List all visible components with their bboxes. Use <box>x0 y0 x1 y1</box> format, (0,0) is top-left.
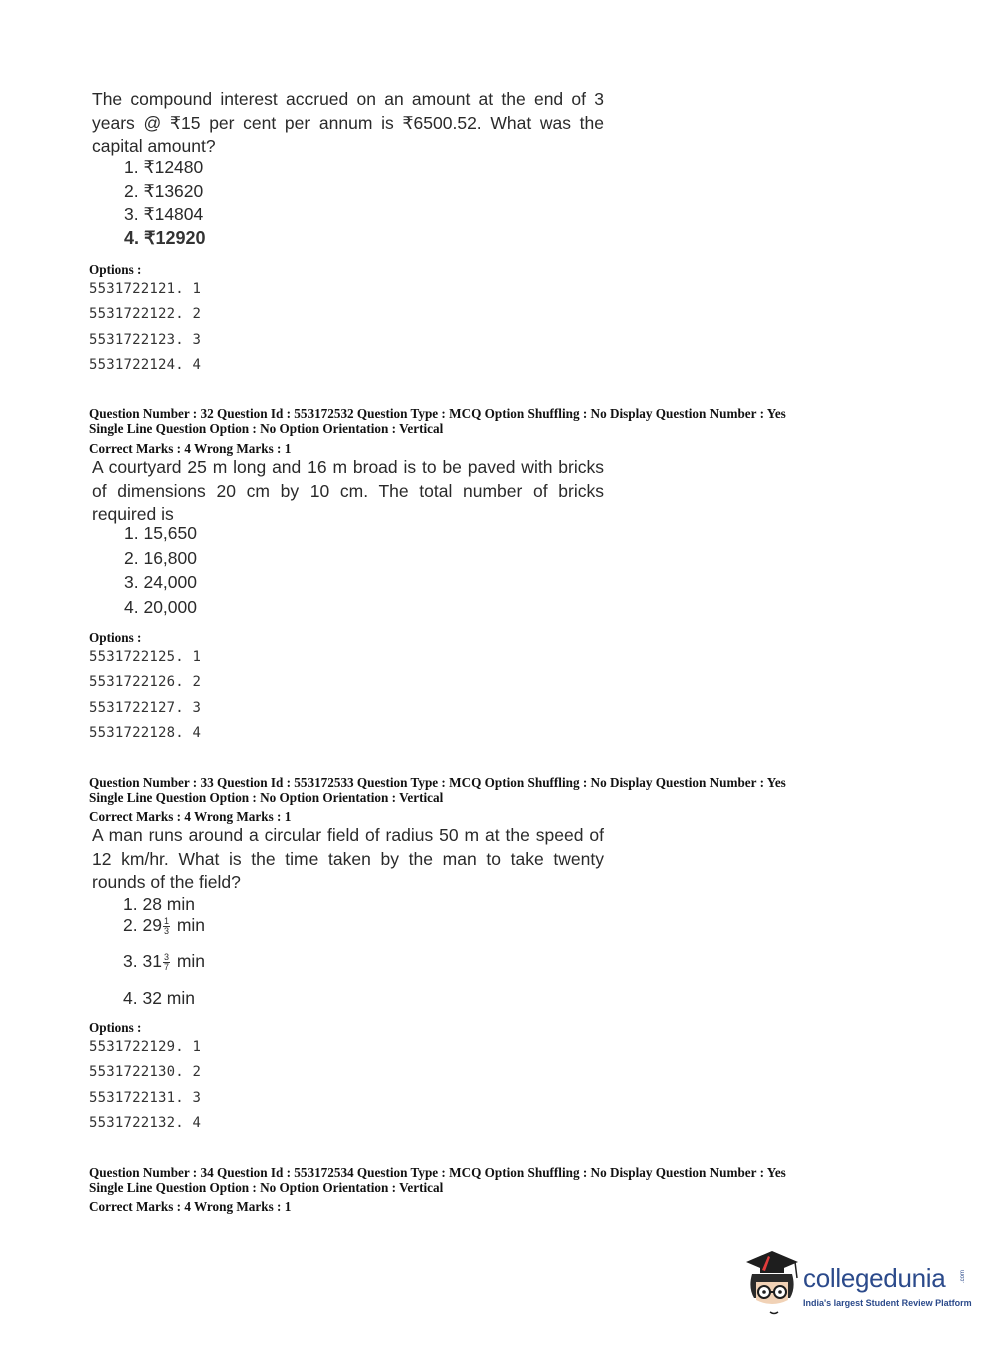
option-id: 5531722126. 2 <box>89 674 202 691</box>
choice-3-unit: min <box>171 951 206 971</box>
question-34-marks: Correct Marks : 4 Wrong Marks : 1 <box>89 1199 292 1214</box>
choice-3 <box>123 951 205 972</box>
question-33-text: A man runs around a circular field of radius 50 m at the speed of 12 km/hr. What is the time taken by the man to take twenty rounds of the field? <box>92 825 604 892</box>
choice-2-whole: 2. 29 <box>123 915 162 935</box>
option-id: 5531722130. 2 <box>89 1064 202 1081</box>
choice-1: 1. 28 min <box>123 894 195 914</box>
question-33-header-line2: Single Line Question Option : No Option Orientation : Vertical <box>89 790 444 805</box>
choice-2 <box>123 915 205 936</box>
question-32-header-line2: Single Line Question Option : No Option Orientation : Vertical <box>89 421 444 436</box>
choice-4: 4. ₹12920 <box>124 227 206 248</box>
choice-2: 2. 16,800 <box>124 547 197 568</box>
option-id-list <box>89 645 201 746</box>
question-32-header-line1: Question Number : 32 Question Id : 553172532 Question Type : MCQ Option Shuffling : No Display Question Number : Yes <box>89 406 786 421</box>
option-id: 5531722128. 4 <box>89 724 202 741</box>
choice-2-unit: min <box>171 915 206 935</box>
option-id-list <box>89 1035 201 1136</box>
option-id: 5531722122. 2 <box>89 306 202 323</box>
fraction-numerator: 3 <box>163 951 169 962</box>
option-id: 5531722125. 1 <box>89 649 202 665</box>
option-id: 5531722129. 1 <box>89 1039 202 1055</box>
question-33-header-line1: Question Number : 33 Question Id : 553172533 Question Type : MCQ Option Shuffling : No Display Question Number : Yes <box>89 775 786 790</box>
choice-2: 2. ₹13620 <box>124 180 204 201</box>
option-id-list <box>89 277 201 378</box>
option-id: 5531722124. 4 <box>89 356 202 373</box>
question-34-header-line1: Question Number : 34 Question Id : 553172534 Question Type : MCQ Option Shuffling : No Display Question Number : Yes <box>89 1165 786 1180</box>
options-label: Options : <box>89 630 142 645</box>
question-31-choices <box>124 156 206 250</box>
choice-3: 3. 24,000 <box>124 572 197 592</box>
question-32-marks: Correct Marks : 4 Wrong Marks : 1 <box>89 441 292 456</box>
option-id: 5531722123. 3 <box>89 331 202 348</box>
choice-3: 3. ₹14804 <box>124 204 204 224</box>
fraction-denominator: 7 <box>163 961 169 972</box>
question-32-text: A courtyard 25 m long and 16 m broad is to be paved with bricks of dimensions 20 cm by 10 cm. The total number of bricks required is <box>92 457 604 524</box>
choice-1: 1. 15,650 <box>124 523 197 543</box>
fraction-denominator: 3 <box>163 925 169 936</box>
options-label: Options : <box>89 262 142 277</box>
logo-com: .com <box>960 1270 966 1284</box>
choice-1: 1. ₹12480 <box>124 157 204 177</box>
mascot-icon <box>740 1248 802 1316</box>
fraction-numerator: 1 <box>163 915 169 926</box>
choice-4: 4. 32 min <box>123 988 195 1008</box>
question-31-text: The compound interest accrued on an amount at the end of 3 years @ ₹15 per cent per annum is ₹6500.52. What was the capital amount? <box>92 89 604 156</box>
logo-tagline: India's largest Student Review Platform <box>803 1298 972 1308</box>
options-label: Options : <box>89 1020 142 1035</box>
question-33-marks: Correct Marks : 4 Wrong Marks : 1 <box>89 809 292 824</box>
choice-4: 4. 20,000 <box>124 596 197 617</box>
option-id: 5531722127. 3 <box>89 699 202 716</box>
option-id: 5531722121. 1 <box>89 281 202 297</box>
option-id: 5531722132. 4 <box>89 1114 202 1131</box>
logo-wordmark: collegedunia <box>803 1263 946 1293</box>
fraction <box>163 953 170 972</box>
option-id: 5531722131. 3 <box>89 1089 202 1106</box>
question-34-header-line2: Single Line Question Option : No Option Orientation : Vertical <box>89 1180 444 1195</box>
collegedunia-logo <box>740 1248 972 1318</box>
question-32-choices <box>124 521 197 619</box>
fraction <box>163 917 170 936</box>
choice-3-whole: 3. 31 <box>123 951 162 971</box>
